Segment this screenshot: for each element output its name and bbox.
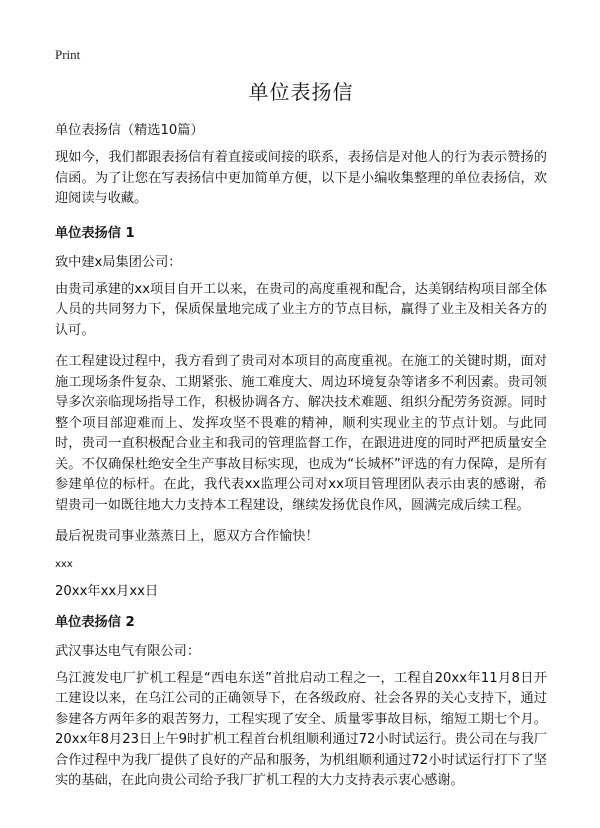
document-body <box>55 76 547 803</box>
subtitle: 单位表扬信（精选10篇） <box>55 123 204 138</box>
letter-1-heading: 单位表扬信 1 <box>55 225 135 241</box>
intro-paragraph: 现如今，我们都跟表扬信有着直接或间接的联系，表扬信是对他人的行为表示赞扬的信函。为了让您在写表扬信中更加简单方便，以下是小编收集整理的单位表扬信，欢迎阅读与收藏。 <box>55 150 547 206</box>
letter-1-paragraph-1: 由贵司承建的xx项目自开工以来，在贵司的高度重视和配合，达美钢结构项目部全体人员的共同努力下，保质保量地完成了业主方的节点目标，赢得了业主及相关各方的认可。 <box>55 281 547 338</box>
print-link[interactable]: Print <box>55 47 81 62</box>
page-title: 单位表扬信 <box>248 80 354 104</box>
letter-1-salutation: 致中建x局集团公司： <box>55 254 182 270</box>
letter-1-paragraph-2: 在工程建设过程中，我方看到了贵司对本项目的高度重视。在施工的关键时期，面对施工现场条件复杂、工期紧张、施工难度大、周边环境复杂等诸多不利因素。贵司领导多次亲临现场指导工作，积极协调各方、解决技术难题、组织分配劳务资源。同时整个项目部迎难而上、发挥攻坚不畏难的精神，顺利实现业主的节点计划。与此同时，贵司一直积极配合业主和我司的管理监督工作，在跟进进度的同时严把质量安全关。不仅确保杜绝安全生产事故目标实现，也成为“长城杯”评选的有力保障，是所有参建单位的标杆。在此，我代表xx监理公司对xx项目管理团队表示由衷的感谢，希望贵司一如既往地大力支持本工程建设，继续发扬优良作风，圆满完成后续工程。 <box>55 354 547 513</box>
letter-2-heading: 单位表扬信 2 <box>55 614 135 630</box>
letter-2-salutation: 武汉事达电气有限公司： <box>55 643 201 659</box>
letter-1-date: 20xx年xx月xx日 <box>55 583 159 599</box>
letter-1-paragraph-3: 最后祝贵司事业蒸蒸日上，愿双方合作愉快！ <box>55 529 319 544</box>
letter-2-paragraph-1: 乌江渡发电厂扩机工程是“西电东送”首批启动工程之一，工程自20xx年11月8日开工建设以来，在乌江公司的正确领导下，在各级政府、社会各界的关心支持下，通过参建各方两年多的艰苦努力，工程实现了安全、质量零事故目标，缩短工期七个月。20xx年8月23日上午9时扩机工程首台机组顺利通过72小时试运行。贵公司在与我厂合作过程中为我厂提供了良好的产品和服务，为机组顺利通过72小时试运行打下了坚实的基础，在此向贵公司给予我厂扩机工程的大力支持表示衷心感谢。 <box>55 670 547 788</box>
letter-1-signer: xxx <box>55 558 73 570</box>
